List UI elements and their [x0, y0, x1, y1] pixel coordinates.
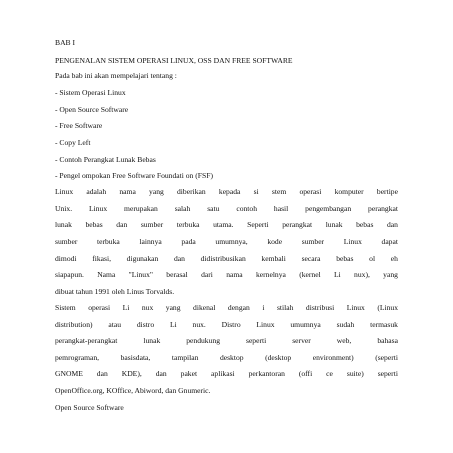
word: dikenal: [193, 303, 216, 312]
paragraph-line: OpenOffice.org, KOffice, Abiword, dan Gnumeric.: [55, 386, 211, 395]
word: kernelnya: [255, 270, 286, 279]
word: server: [292, 336, 311, 345]
word: dengan: [227, 303, 250, 312]
word: GNOME: [55, 369, 83, 378]
word: Sistem: [55, 303, 76, 312]
topic-item: - Copy Left: [55, 138, 91, 147]
word: Distro: [221, 320, 241, 329]
word: dan: [96, 369, 108, 378]
word: dan: [386, 220, 398, 229]
word: dan: [173, 254, 185, 263]
word: (offi: [298, 369, 313, 378]
paragraph-line: [55, 204, 398, 214]
word: atau: [108, 320, 122, 329]
word: tampilan: [171, 353, 199, 362]
word: Nama: [97, 270, 116, 279]
word: (desktop: [265, 353, 292, 362]
word: pada: [181, 237, 196, 246]
word: satu: [207, 204, 220, 213]
word: Linux: [256, 320, 275, 329]
word: kode: [267, 237, 283, 246]
word: sumber: [55, 237, 78, 246]
intro-text: Pada bab ini akan mempelajari tentang :: [55, 71, 177, 80]
word: ce: [326, 369, 333, 378]
word: desktop: [219, 353, 244, 362]
word: Linux: [55, 187, 74, 196]
word: dan: [116, 220, 128, 229]
word: contoh: [236, 204, 258, 213]
word: komputer: [334, 187, 364, 196]
word: bebas: [356, 220, 374, 229]
word: sumber: [301, 237, 325, 246]
word: pemrograman,: [55, 353, 100, 362]
word: i: [262, 303, 265, 312]
word: nama: [119, 187, 136, 196]
word: KDE),: [121, 369, 142, 378]
topic-item: - Sistem Operasi Linux: [55, 88, 126, 97]
word: Li: [169, 320, 177, 329]
word: terbuka: [97, 237, 120, 246]
word: paket: [180, 369, 198, 378]
word: umumnya: [290, 320, 321, 329]
word: dapat: [381, 237, 398, 246]
word: diberikan: [177, 187, 206, 196]
word: nux: [141, 303, 154, 312]
word: umumnya,: [215, 237, 248, 246]
word: operasi: [299, 187, 322, 196]
word: basisdata,: [120, 353, 151, 362]
word: perangkat: [282, 220, 313, 229]
word: adalah: [86, 187, 107, 196]
word: Linux: [343, 237, 362, 246]
word: salah: [174, 204, 191, 213]
word: bebas: [85, 220, 103, 229]
word: nux.: [192, 320, 206, 329]
word: kembali: [261, 254, 286, 263]
word: nama: [226, 270, 243, 279]
word: ol: [369, 254, 376, 263]
paragraph-line: [55, 353, 398, 363]
chapter-heading: PENGENALAN SISTEM OPERASI LINUX, OSS DAN FREE SOFTWARE: [55, 56, 293, 65]
word: perangkat-perangkat: [55, 336, 118, 345]
paragraph-line: [55, 237, 398, 247]
word: si: [253, 187, 259, 196]
paragraph-line: [55, 270, 398, 280]
word: (seperti: [375, 353, 398, 362]
word: sudah: [336, 320, 355, 329]
word: web,: [336, 336, 352, 345]
word: eh: [390, 254, 398, 263]
word: digunakan: [126, 254, 159, 263]
word: yang: [165, 303, 181, 312]
paragraph-line: [55, 187, 398, 197]
word: yang: [149, 187, 164, 196]
word: Unix.: [55, 204, 73, 213]
word: didistribusikan: [200, 254, 246, 263]
paragraph-line: [55, 336, 398, 346]
word: utama.: [213, 220, 234, 229]
topic-item: - Contoh Perangkat Lunak Bebas: [55, 155, 156, 164]
word: bahasa: [377, 336, 398, 345]
paragraph-line: [55, 254, 398, 264]
word: perangkat: [368, 204, 398, 213]
word: nux),: [354, 270, 370, 279]
word: merupakan: [124, 204, 158, 213]
word: lunak: [325, 220, 343, 229]
paragraph-line: [55, 220, 398, 230]
word: stilah: [276, 303, 294, 312]
topic-item: - Free Software: [55, 121, 103, 130]
word: Linux: [89, 204, 108, 213]
word: stem: [271, 187, 287, 196]
topic-item: - Open Source Software: [55, 105, 129, 114]
word: Li: [334, 270, 341, 279]
word: kepada: [218, 187, 241, 196]
word: seperti: [377, 369, 398, 378]
word: dimodi: [55, 254, 77, 263]
word: lunak: [143, 336, 161, 345]
paragraph-line: [55, 369, 398, 379]
word: termasuk: [370, 320, 398, 329]
word: "Linux": [128, 270, 153, 279]
word: dari: [201, 270, 213, 279]
word: fikasi,: [92, 254, 111, 263]
paragraph-line: [55, 303, 398, 313]
word: suite): [346, 369, 364, 378]
paragraph-line: [55, 320, 398, 330]
word: seperti: [245, 336, 267, 345]
word: (kernel: [299, 270, 321, 279]
word: (Linux: [377, 303, 398, 312]
paragraph-line: dibuat tahun 1991 oleh Linus Torvalds.: [55, 287, 175, 296]
word: Linux: [346, 303, 365, 312]
chapter-title: BAB I: [55, 38, 76, 47]
word: bertipe: [376, 187, 398, 196]
section-title: Open Source Software: [55, 403, 124, 412]
word: secara: [301, 254, 321, 263]
word: Seperti: [247, 220, 269, 229]
word: berasal: [166, 270, 188, 279]
word: sumber: [140, 220, 164, 229]
word: lunak: [55, 220, 72, 229]
word: lainnya: [139, 237, 162, 246]
word: Li: [122, 303, 130, 312]
word: siapapun.: [55, 270, 84, 279]
word: distribution): [55, 320, 93, 329]
word: aplikasi: [211, 369, 235, 378]
word: hasil: [273, 204, 289, 213]
word: terbuka: [176, 220, 200, 229]
word: environment): [312, 353, 354, 362]
word: pendukung: [186, 336, 220, 345]
topic-item: - Pengel ompokan Free Software Foundati on (FSF): [55, 171, 213, 180]
word: operasi: [88, 303, 111, 312]
word: pengembangan: [305, 204, 352, 213]
word: distribusi: [305, 303, 335, 312]
word: dan: [155, 369, 167, 378]
word: yang: [383, 270, 398, 279]
word: distro: [136, 320, 155, 329]
word: perkantoran: [248, 369, 285, 378]
word: bebas: [336, 254, 354, 263]
